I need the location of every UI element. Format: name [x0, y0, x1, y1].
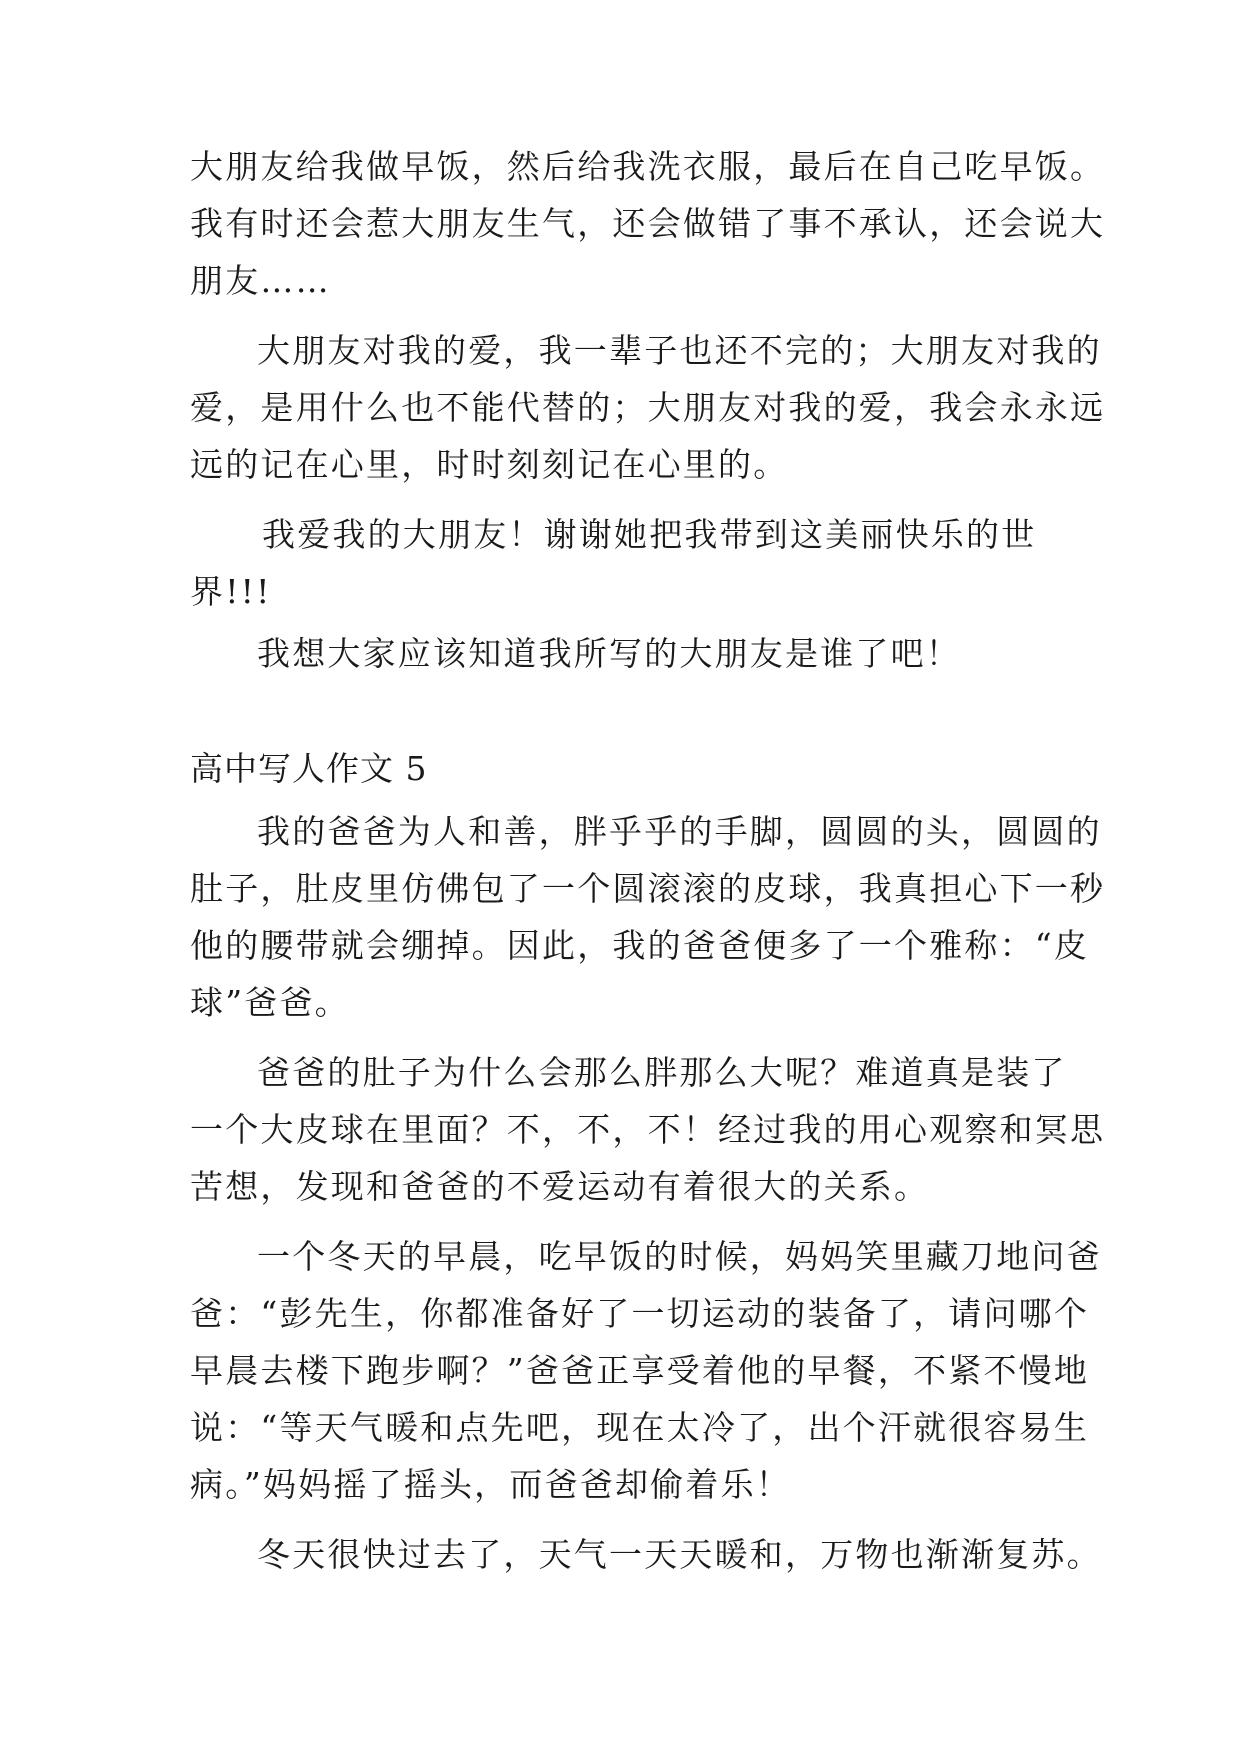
text-line: 早晨去楼下跑步啊？”爸爸正享受着他的早餐，不紧不慢地 — [190, 1351, 1090, 1390]
section-heading: 高中写人作文 5 — [190, 749, 428, 788]
text-line: 远的记在心里，时时刻刻记在心里的。 — [190, 445, 789, 484]
text-line: 冬天很快过去了，天气一天天暖和，万物也渐渐复苏。 — [257, 1535, 1102, 1574]
text-line: 爱，是用什么也不能代替的；大朋友对我的爱，我会永永远 — [190, 388, 1106, 427]
text-line: 爸：“彭先生，你都准备好了一切运动的装备了，请问哪个 — [190, 1294, 1090, 1333]
text-line: 大朋友给我做早饭，然后给我洗衣服，最后在自己吃早饭。 — [190, 147, 1106, 186]
text-line: 苦想，发现和爸爸的不爱运动有着很大的关系。 — [190, 1167, 930, 1206]
text-line: 病。”妈妈摇了摇头，而爸爸却偷着乐！ — [190, 1465, 791, 1504]
text-line: 大朋友对我的爱，我一辈子也还不完的；大朋友对我的 — [257, 331, 1102, 370]
text-line: 球”爸爸。 — [190, 983, 350, 1022]
text-line: 说：“等天气暖和点先吧，现在太冷了，出个汗就很容易生 — [190, 1408, 1090, 1447]
text-line: 爸爸的肚子为什么会那么胖那么大呢？难道真是装了 — [257, 1053, 1067, 1092]
text-line: 我有时还会惹大朋友生气，还会做错了事不承认，还会说大 — [190, 204, 1106, 243]
text-line: 一个冬天的早晨，吃早饭的时候，妈妈笑里藏刀地问爸 — [257, 1237, 1102, 1276]
text-line: 界!!! — [190, 572, 272, 611]
text-line: 肚子，肚皮里仿佛包了一个圆滚滚的皮球，我真担心下一秒 — [190, 869, 1106, 908]
text-line: 我爱我的大朋友！谢谢她把我带到这美丽快乐的世 — [262, 515, 1037, 554]
text-line: 一个大皮球在里面？不，不，不！经过我的用心观察和冥思 — [190, 1110, 1106, 1149]
text-line: 我想大家应该知道我所写的大朋友是谁了吧！ — [257, 634, 961, 673]
text-line: 他的腰带就会绷掉。因此，我的爸爸便多了一个雅称：“皮 — [190, 926, 1090, 965]
text-line: 朋友…… — [190, 261, 331, 300]
text-line: 我的爸爸为人和善，胖乎乎的手脚，圆圆的头，圆圆的 — [257, 812, 1102, 851]
